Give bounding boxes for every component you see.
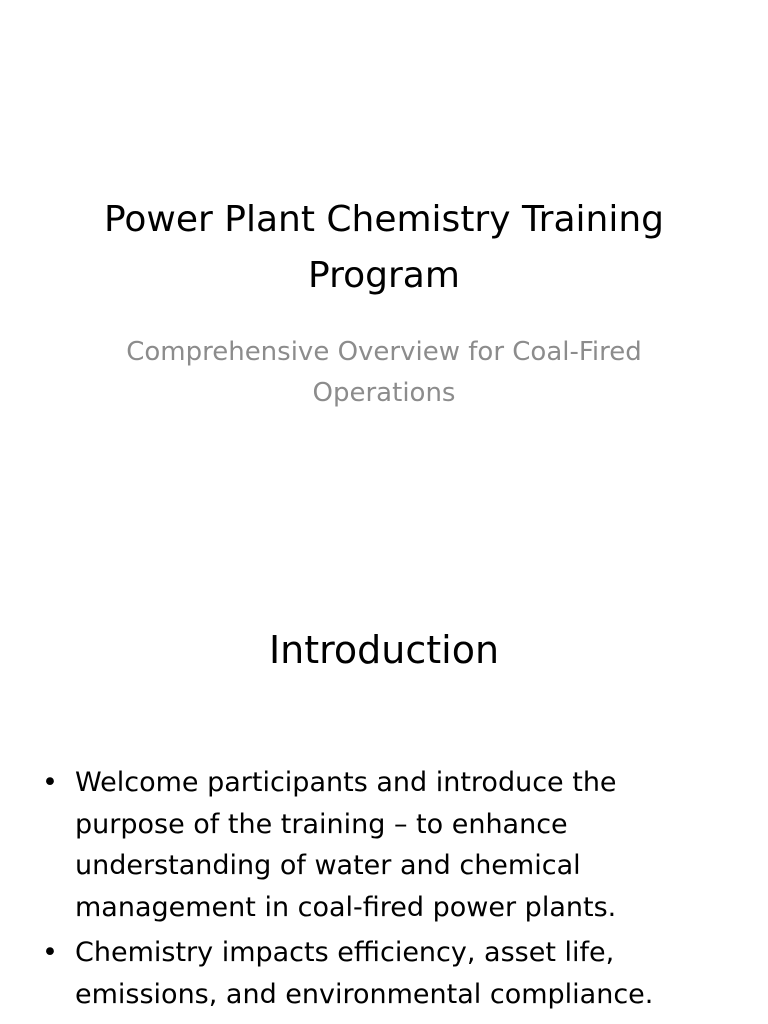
bullet-item — [40, 762, 710, 928]
presentation-title: Power Plant Chemistry Training Program — [103, 199, 665, 296]
introduction-slide — [0, 576, 768, 1024]
presentation-subtitle: Comprehensive Overview for Coal-Fired Operations — [126, 337, 642, 408]
bullet-list — [40, 762, 710, 1019]
bullet-item — [40, 932, 710, 1015]
bullet-text: Chemistry impacts efficiency, asset life, emissions, and environmental compliance. — [75, 937, 654, 1010]
bullet-dot-icon: • — [42, 937, 58, 968]
bullet-dot-icon: • — [42, 767, 58, 798]
slide-heading: Introduction — [268, 628, 500, 672]
bullet-text: Welcome participants and introduce the purpose of the training – to enhance understanding of water and chemical management in coal-fired power plants. — [75, 767, 617, 923]
